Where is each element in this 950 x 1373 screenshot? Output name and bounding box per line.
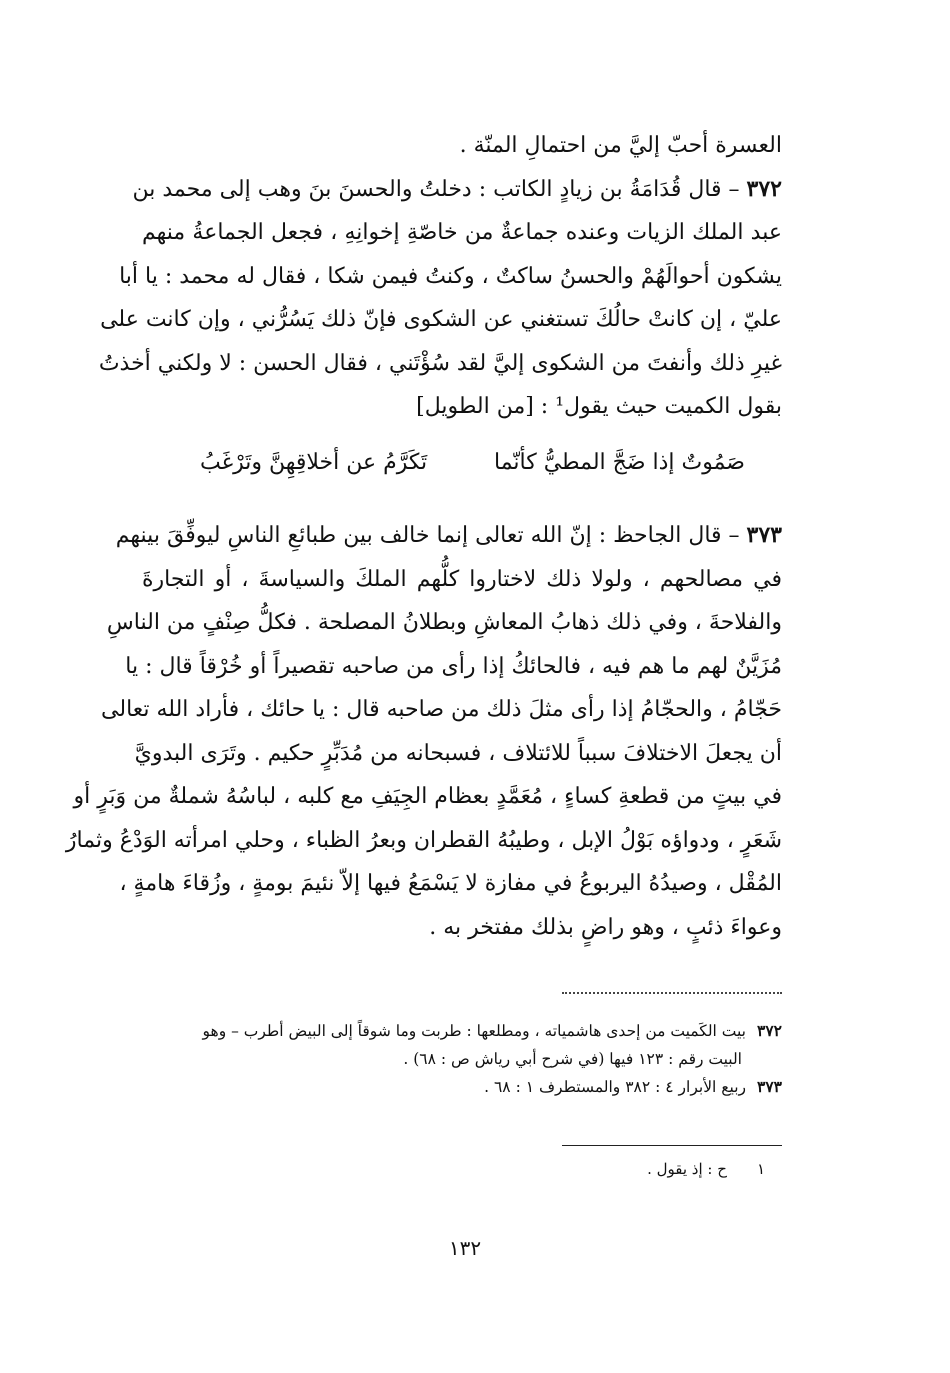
footnote-dotted-divider bbox=[562, 992, 782, 994]
variant-note bbox=[647, 1160, 765, 1178]
footnote-372-number: ٣٧٢ bbox=[757, 1021, 782, 1040]
entry-372-line-5: غيرِ ذلك وأنفتَ من الشكوى إليَّ لقد سُؤْتَني ، فقال الحسن : لا ولكني أخذتُ bbox=[98, 350, 782, 376]
variant-note-text: ح : إذ يقول . bbox=[647, 1160, 727, 1178]
main-text-block-1 bbox=[98, 124, 782, 429]
footnote-373-number: ٣٧٣ bbox=[757, 1077, 782, 1096]
verse-hemistich-2: تَكَرَّمُ عن أخلاقِهِنَّ وتَرْغَبُ bbox=[200, 450, 428, 475]
entry-373-line-2: في مصالحهم ، ولولا ذلك لاختاروا كلُّهم الملكَ والسياسةَ ، أو التجارةَ bbox=[142, 566, 782, 592]
footnote-372-line-1: ٣٧٢بيت الكَميت من إحدى هاشمياته ، ومطلعها : طربت وما شوقاً إلى البيض أطرب – وهو bbox=[132, 1017, 782, 1045]
verse-hemistich-1: صَمُوتٌ إذا ضَجَّ المطيُّ كأنّما bbox=[494, 450, 745, 475]
entry-373-line-7: في بيتٍ من قطعةِ كساءٍ ، مُعَمَّدٍ بعظام الجِيَفِ مع كلبه ، لباسُهُ شملةٌ من وَبَرٍ أو bbox=[73, 784, 782, 809]
entry-373-line-4: مُزَيَّنٌ لهم ما هم فيه ، فالحائكُ إذا رأى من صاحبه تقصيراً أو خُرْقاً قال : يا bbox=[125, 653, 782, 679]
entry-373-line-10: وعواءَ ذئبٍ ، وهو راضٍ بذلك مفتخر به . bbox=[429, 914, 782, 940]
entry-373-line-5: حَجّامُ ، والحجّامُ إذا رأى مثلَ ذلك من صاحبه قال : يا حائك ، فأراد الله تعالى bbox=[101, 697, 782, 722]
entry-372-line-3: يشكون أحوالَهُمْ والحسنُ ساكتٌ ، وكنتُ فيمن شكا ، فقال له محمد : يا أبا bbox=[119, 263, 782, 289]
source-footnotes bbox=[132, 1017, 782, 1101]
entry-372-number: ٣٧٢ bbox=[746, 175, 782, 202]
entry-373-line-3: والفلاحةَ ، وفي ذلك ذهابُ المعاشِ وبطلانُ المصلحة . فكلُّ صِنْفٍ من الناسِ bbox=[106, 610, 782, 635]
entry-373-line-8: شَعَرٍ ، ودواؤه بَوْلُ الإبل ، وطيبُهُ القطران وبعرُ الظباء ، وحلي امرأته الوَدْعُ وثمارُ bbox=[65, 827, 782, 853]
variant-note-number: ١ bbox=[756, 1160, 765, 1178]
main-text-block-2 bbox=[65, 514, 782, 949]
entry-372-line-2: عبد الملك الزيات وعنده جماعةٌ من خاصّةِ إخوانِهِ ، فجعل الجماعةُ منهم bbox=[142, 220, 782, 245]
entry-373-line-1: ٣٧٣ – قال الجاحظ : إنّ الله تعالى إنما خالف بين طبائعِ الناسِ ليوفِّقَ بينهم bbox=[115, 522, 782, 548]
footnote-372-line-2: البيت رقم : ١٢٣ فيها (في شرح أبي رياش ص : ٦٨) . bbox=[403, 1050, 742, 1068]
entry-373-number: ٣٧٣ bbox=[746, 522, 782, 548]
entry-373-line-6: أن يجعلَ الاختلافَ سبباً للائتلاف ، فسبحانه من مُدَبِّرٍ حكيم . وتَرَى البدويَّ bbox=[134, 740, 782, 766]
entry-372-line-1: ٣٧٢ – قال قُدَامَةُ بن زيادٍ الكاتب : دخلتُ والحسنَ بنَ وهب إلى محمد بن bbox=[132, 175, 782, 202]
entry-372-line-4: عليّ ، إن كانتْ حالُكَ تستغني عن الشكوى فإنّ ذلك يَسُرُّني ، وإن كانت على bbox=[100, 307, 782, 332]
variant-note-divider bbox=[562, 1145, 782, 1146]
page-number: ١٣٢ bbox=[448, 1236, 482, 1260]
opening-line: العسرة أحبّ إليَّ من احتمالِ المنّة . bbox=[459, 133, 782, 158]
entry-372-line-6: بقول الكميت حيث يقول¹ : [من الطويل] bbox=[416, 394, 782, 419]
footnote-373-line-1: ٣٧٣ربيع الأبرار ٤ : ٣٨٢ والمستطرف ١ : ٦٨ . bbox=[132, 1073, 782, 1101]
entry-373-line-9: المُقْل ، وصيدُهُ اليربوعُ في مفازة لا يَسْمَعُ فيها إلاّ نئيمَ بومةٍ ، وزُقاءَ هامةٍ ، bbox=[119, 871, 782, 896]
poetry-verse bbox=[200, 450, 745, 475]
